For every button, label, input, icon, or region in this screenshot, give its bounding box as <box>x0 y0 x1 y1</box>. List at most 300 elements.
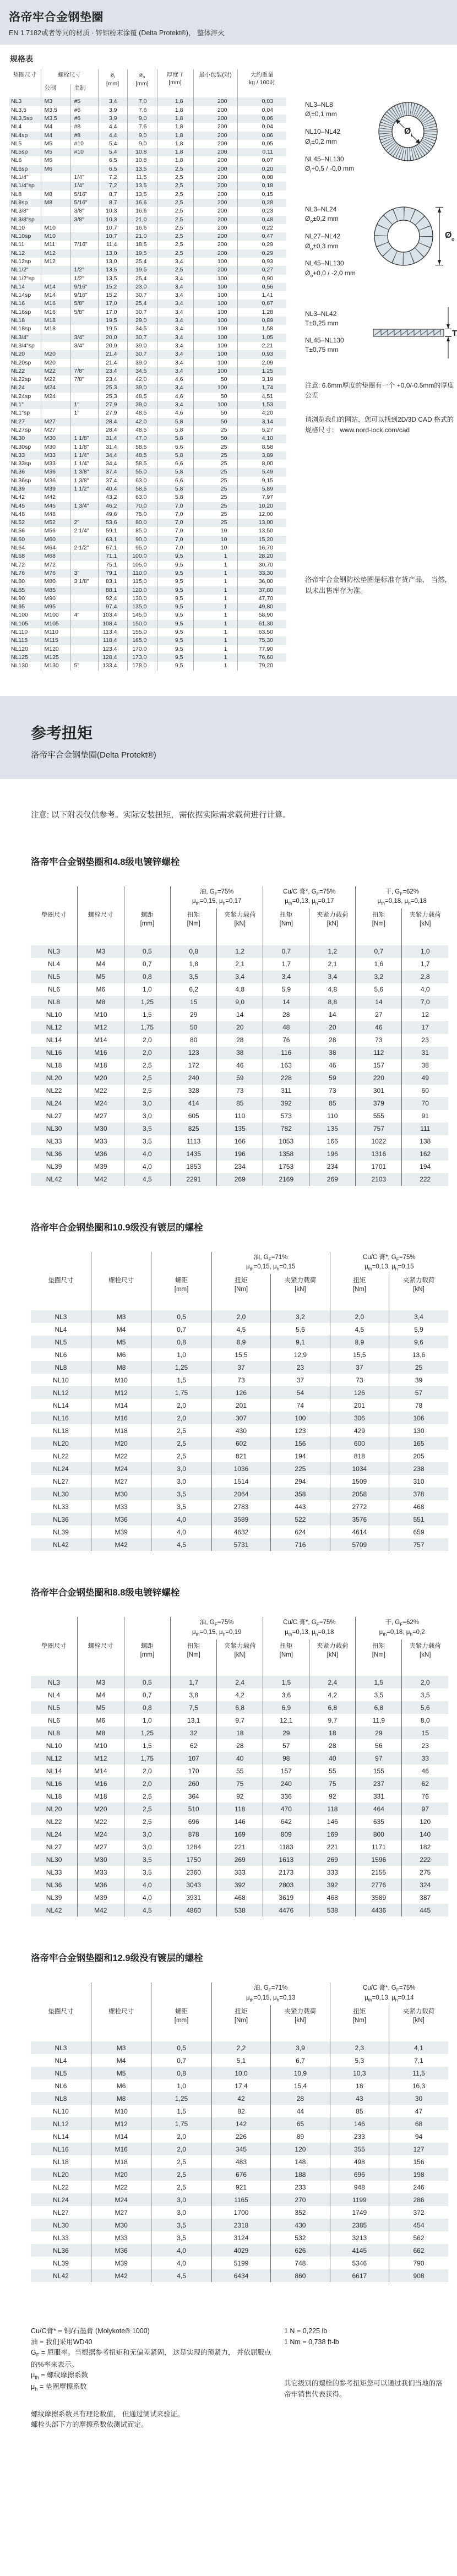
spec-cell: NL33sp <box>11 460 31 467</box>
spec-cell: 145,0 <box>127 611 157 619</box>
spec-cell: 1 <box>193 636 237 645</box>
torque-cell: 127 <box>389 2143 448 2155</box>
spec-row <box>9 519 286 527</box>
spec-cell: 1 <box>193 645 237 653</box>
spec-cell: 1,8 <box>157 156 193 165</box>
spec-cell: 9,5 <box>157 628 193 636</box>
torque-cell: 97 <box>356 1752 402 1764</box>
spec-cell: #5 <box>70 97 98 106</box>
spec-cell: NL1/2" <box>11 266 29 274</box>
spacer <box>31 2394 278 2409</box>
torque-cell: 4632 <box>211 1526 270 1538</box>
torque-row <box>31 996 448 1009</box>
spec-row <box>9 653 286 662</box>
torque-cell: M27 <box>91 2206 151 2219</box>
spec-cell: 42,0 <box>127 418 157 426</box>
torque-cell: 29 <box>171 1009 217 1021</box>
tolerance-value: $Ø_o+0,0 / -2,0$ mm <box>305 269 356 279</box>
torque-cell: 2772 <box>330 1500 389 1513</box>
spec-cell: NL42 <box>11 494 25 501</box>
spec-cell: 1" <box>70 401 98 409</box>
torque-cell: 18 <box>309 1727 356 1739</box>
spec-cell: NL3 <box>11 98 22 105</box>
spec-cell <box>41 342 70 350</box>
torque-cell: 37 <box>271 1374 330 1386</box>
empty-header <box>78 1617 124 1640</box>
torque-cell: NL4 <box>55 2056 67 2065</box>
spec-cell: 10 <box>193 544 237 552</box>
torque-cell: 2,3 <box>330 2041 389 2054</box>
torque-table-title: 洛帝牢合金钢垫圈和8.8级电镀锌螺栓 <box>31 1588 180 1598</box>
spec-cell: 0,07 <box>237 156 286 165</box>
spec-row <box>9 291 286 299</box>
spec-row <box>9 207 286 215</box>
torque-row <box>31 1097 448 1110</box>
spec-cell: 8,00 <box>237 460 286 468</box>
torque-row <box>31 1399 448 1412</box>
torque-cell: 1,5 <box>356 1676 402 1689</box>
torque-cell: M27 <box>78 1110 124 1123</box>
spec-cell: NL3,5sp <box>11 115 33 122</box>
torque-cell: 23 <box>271 1361 330 1374</box>
torque-cell: 11,9 <box>356 1714 402 1727</box>
spec-cell: M8 <box>41 199 70 207</box>
stock-note: 洛帝牢合金钢防松垫圈是标准存货产品， 当然， 以未出售库存为准。 <box>305 575 451 595</box>
inner-diameter-subscript: i <box>411 132 412 138</box>
spec-cell: 1 1/4" <box>70 460 98 468</box>
spec-row <box>9 434 286 443</box>
spec-row <box>9 165 286 173</box>
torque-cell: NL33 <box>46 1868 62 1876</box>
torque-cell: 46 <box>217 1059 263 1072</box>
torque-cell: 605 <box>171 1110 217 1123</box>
torque-cell: 1034 <box>330 1462 389 1475</box>
spec-cell: NL5 <box>11 140 22 147</box>
spec-cell: 2,5 <box>157 241 193 249</box>
torque-cell: 602 <box>211 1437 270 1450</box>
spec-cell: 29,0 <box>127 317 157 325</box>
spec-cell: M33 <box>41 451 70 460</box>
spec-cell: 200 <box>193 249 237 258</box>
spec-row <box>9 97 286 106</box>
torque-cell: 18 <box>330 2079 389 2092</box>
spec-cell: 100 <box>193 283 237 291</box>
spec-cell: 1 <box>193 552 237 560</box>
torque-group-header: 油, $G_F=75\%$ $\mu_{th}=0,15$, $\mu_h=0,17$ <box>171 886 263 909</box>
torque-cell: NL4 <box>48 960 61 968</box>
torque-row <box>31 1148 448 1161</box>
torque-cell: 1596 <box>356 1853 402 1866</box>
torque-cell: 2,4 <box>217 1676 263 1689</box>
torque-cell: 3,0 <box>124 1097 171 1110</box>
spec-cell: 3,4 <box>157 401 193 409</box>
washer-profile-icon <box>372 305 457 360</box>
spec-cell: NL36 <box>11 469 25 476</box>
torque-cell: 445 <box>402 1904 448 1916</box>
torque-col-header: 垫圈尺寸 <box>41 1643 67 1650</box>
torque-cell: M22 <box>78 1815 124 1828</box>
spec-cell: 19,5 <box>127 266 157 274</box>
torque-row <box>31 1462 448 1475</box>
torque-cell: NL12 <box>46 1754 62 1762</box>
torque-row <box>31 1412 448 1424</box>
torque-cell: NL16 <box>53 1414 69 1422</box>
torque-cell: 6,7 <box>271 2054 330 2067</box>
spec-row <box>9 426 286 434</box>
spec-cell: 120,0 <box>127 586 157 595</box>
torque-cell: 74 <box>271 1399 330 1412</box>
spec-cell: 9,5 <box>157 636 193 645</box>
footer-line: $G_F$ = 屈服率。当根据参考扭矩和无偏差紧固， 这是实现的预紧力， 并依屈服点的%率来表示。 <box>31 2349 271 2368</box>
torque-cell: 1113 <box>171 1135 217 1148</box>
torque-cell: 0,7 <box>263 945 309 958</box>
spec-cell: 48,5 <box>127 393 157 401</box>
torque-cell: 8,0 <box>402 1714 448 1727</box>
spec-cell: 10,3 <box>98 207 127 215</box>
spec-cell: 47,70 <box>237 595 286 603</box>
tolerance-range: NL45–NL130 <box>305 336 344 344</box>
torque-cell: 635 <box>356 1815 402 1828</box>
spec-cell: NL36sp <box>11 477 31 484</box>
spec-cell: 7,6 <box>127 123 157 131</box>
torque-cell: 2803 <box>263 1878 309 1891</box>
torque-cell: 551 <box>389 1513 448 1526</box>
spec-cell: 200 <box>193 224 237 232</box>
torque-cell: 3,0 <box>124 1840 171 1853</box>
torque-cell: 2058 <box>330 1488 389 1500</box>
torque-cell: 468 <box>389 1500 448 1513</box>
spec-cell: 3/8" <box>70 207 98 215</box>
torque-cell: 135 <box>309 1123 356 1135</box>
spec-cell: 3,4 <box>157 325 193 333</box>
spec-cell: 19,5 <box>127 249 157 258</box>
spec-cell: 1,8 <box>157 97 193 106</box>
spec-cell: 0,06 <box>237 115 286 123</box>
spec-cell <box>41 173 70 182</box>
spec-cell: 5,8 <box>157 426 193 434</box>
torque-cell: 196 <box>217 1148 263 1161</box>
spec-cell: 7,0 <box>157 527 193 535</box>
spec-cell: 4,4 <box>98 132 127 140</box>
spec-row <box>9 628 286 636</box>
spec-cell: #6 <box>70 106 98 115</box>
spec-cell: 18,5 <box>127 241 157 249</box>
torque-cell: 1,0 <box>402 945 448 958</box>
outer-diameter-symbol: Ø <box>445 230 452 240</box>
spec-cell: 1 3/4" <box>70 502 98 510</box>
spec-cell: M14 <box>41 291 70 299</box>
torque-row <box>31 1488 448 1500</box>
torque-row <box>31 1009 448 1021</box>
spec-cell: 200 <box>193 165 237 173</box>
footer-line: 螺栓头部下方的摩擦系数依测试而定。 <box>31 2421 148 2429</box>
spec-cell: 9,5 <box>157 586 193 595</box>
torque-cell: 2,5 <box>151 1450 211 1462</box>
torque-cell: 14 <box>217 1009 263 1021</box>
spec-cell: 50 <box>193 409 237 417</box>
spec-cell: 17,0 <box>98 308 127 317</box>
torque-cell: 3931 <box>171 1891 217 1904</box>
torque-cell: 310 <box>389 1475 448 1488</box>
spec-cell: 5,4 <box>98 148 127 156</box>
spec-cell: M64 <box>41 544 70 552</box>
tolerance-range: NL3–NL8 <box>305 101 333 108</box>
torque-cell: 39 <box>389 1374 448 1386</box>
torque-cell: 13,1 <box>171 1714 217 1727</box>
torque-cell: 3,5 <box>124 1866 171 1878</box>
torque-cell: 3,0 <box>151 2193 211 2206</box>
tolerance-value: $Ø_o\pm 0,3$ mm <box>305 242 339 251</box>
col-header-us: 美制 <box>70 84 98 97</box>
spec-cell: 34,5 <box>127 325 157 333</box>
spec-cell <box>70 603 98 611</box>
tolerance-item <box>305 309 372 329</box>
torque-cell: 1165 <box>211 2193 270 2206</box>
spec-cell: 2,5 <box>157 199 193 207</box>
spec-cell: 135,0 <box>127 603 157 611</box>
torque-row <box>31 2206 448 2219</box>
spec-cell: M3 <box>41 97 70 106</box>
torque-col-header: 垫圈尺寸 <box>48 2008 74 2016</box>
col-header-thickness: 厚度 T [mm] <box>157 69 193 97</box>
spec-cell: M95 <box>41 603 70 611</box>
spec-cell: 9,5 <box>157 569 193 578</box>
torque-cell: NL24 <box>46 1830 62 1838</box>
spec-cell: 37,4 <box>98 468 127 476</box>
torque-cell: NL20 <box>46 1074 62 1082</box>
spec-cell: 2,5 <box>157 232 193 241</box>
torque-col-header: 垫圈尺寸 <box>48 1277 74 1284</box>
torque-row <box>31 2117 448 2130</box>
torque-row <box>31 2155 448 2168</box>
spec-cell: 3,4 <box>157 350 193 358</box>
torque-cell: 130 <box>389 1424 448 1437</box>
spec-cell: 19,5 <box>98 317 127 325</box>
spec-cell: 170,0 <box>127 645 157 653</box>
torque-cell: M20 <box>78 1802 124 1815</box>
torque-cell: 464 <box>356 1802 402 1815</box>
torque-cell: 352 <box>271 2206 330 2219</box>
spec-cell: 113,4 <box>98 628 127 636</box>
spec-cell <box>70 384 98 392</box>
spec-cell: 10,8 <box>127 156 157 165</box>
tolerance-item <box>305 155 372 175</box>
spec-cell: M22 <box>41 367 70 375</box>
torque-cell: 116 <box>263 1047 309 1059</box>
torque-cell: 43 <box>330 2092 389 2105</box>
spec-cell: 7,0 <box>157 510 193 519</box>
torque-cell: NL6 <box>48 985 61 993</box>
torque-cell: M18 <box>91 1424 151 1437</box>
torque-cell: 4614 <box>330 1526 389 1538</box>
torque-cell: 55 <box>309 1764 356 1777</box>
torque-cell: M20 <box>78 1072 124 1085</box>
spec-cell: 200 <box>193 199 237 207</box>
torque-cell: NL4 <box>48 1691 61 1699</box>
spec-cell: 1,8 <box>157 148 193 156</box>
spec-cell: 8,7 <box>98 199 127 207</box>
spec-cell: 5,8 <box>157 434 193 443</box>
torque-cell: 85 <box>217 1097 263 1110</box>
torque-cell: M20 <box>91 2168 151 2181</box>
torque-cell: 110 <box>217 1110 263 1123</box>
torque-cell: 17,4 <box>211 2079 270 2092</box>
spec-cell: 1 <box>193 578 237 586</box>
torque-cell: 6,8 <box>356 1701 402 1714</box>
torque-cell: M24 <box>78 1097 124 1110</box>
torque-col-header: 扭矩 [Nm] <box>211 2005 270 2041</box>
torque-cell: 11,5 <box>389 2067 448 2079</box>
torque-cell: 57 <box>263 1739 309 1752</box>
torque-cell: 4860 <box>171 1904 217 1916</box>
torque-cell: 54 <box>271 1386 330 1399</box>
spec-cell: NL12sp <box>11 258 31 265</box>
spec-cell: 27,9 <box>98 401 127 409</box>
torque-cell: 228 <box>263 1072 309 1085</box>
torque-cell: 269 <box>217 1173 263 1186</box>
col-header-inner-diameter: $ø_i$ [mm] <box>98 69 127 97</box>
spec-cell: 3,4 <box>157 342 193 350</box>
spec-row <box>9 645 286 653</box>
torque-cell: 468 <box>309 1891 356 1904</box>
torque-cell: 1,75 <box>124 1752 171 1764</box>
torque-cell: 29 <box>263 1727 309 1739</box>
torque-cell: 2,0 <box>151 2130 211 2143</box>
spec-cell: 75,30 <box>237 636 286 645</box>
spec-cell: 71,1 <box>98 552 127 560</box>
spec-row <box>9 299 286 308</box>
torque-cell: 6,8 <box>309 1701 356 1714</box>
torque-cell: 4,0 <box>124 1148 171 1161</box>
spec-cell: 28,4 <box>98 426 127 434</box>
torque-cell: 4,5 <box>124 1904 171 1916</box>
torque-row <box>31 1386 448 1399</box>
torque-cell: 118 <box>309 1802 356 1815</box>
spec-cell: NL33 <box>11 451 25 459</box>
spec-cell <box>70 350 98 358</box>
torque-cell: 226 <box>211 2130 270 2143</box>
torque-cell: 198 <box>389 2168 448 2181</box>
torque-cell: 1,25 <box>151 2092 211 2105</box>
spec-cell: NL56 <box>11 527 25 535</box>
spec-cell: NL22sp <box>11 376 31 383</box>
torque-cell: 4,5 <box>151 1538 211 1551</box>
torque-cell: 56 <box>356 1739 402 1752</box>
spec-cell: 5/16" <box>70 190 98 199</box>
spec-cell: 6,6 <box>157 477 193 485</box>
torque-row <box>31 1764 448 1777</box>
torque-cell: 60 <box>402 1085 448 1097</box>
spec-cell: 33,30 <box>237 569 286 578</box>
spec-cell: NL18sp <box>11 325 31 333</box>
empty-header <box>31 886 78 909</box>
spec-cell: M39 <box>41 485 70 493</box>
torque-cell: 3589 <box>356 1891 402 1904</box>
torque-cell: 240 <box>171 1072 217 1085</box>
torque-cell: 146 <box>217 1815 263 1828</box>
torque-cell: 1613 <box>263 1853 309 1866</box>
torque-row <box>31 945 448 958</box>
spec-cell: M52 <box>41 519 70 527</box>
torque-cell: 9,1 <box>271 1336 330 1348</box>
spec-cell: NL5sp <box>11 149 28 156</box>
spec-cell: 16,6 <box>127 199 157 207</box>
spec-cell: 2 1/4" <box>70 527 98 535</box>
spec-cell: 100 <box>193 325 237 333</box>
torque-col-header: 扭矩 [Nm] <box>263 1640 309 1676</box>
torque-cell: 1316 <box>356 1148 402 1161</box>
torque-cell: 3,4 <box>389 1310 448 1323</box>
spec-cell: 25,4 <box>127 299 157 308</box>
torque-cell: 355 <box>330 2143 389 2155</box>
spec-cell: M18 <box>41 325 70 333</box>
spec-cell: 9,5 <box>157 620 193 628</box>
torque-cell: 2,0 <box>151 1412 211 1424</box>
thickness-symbol: T <box>452 328 457 338</box>
spec-cell: 77,90 <box>237 645 286 653</box>
torque-cell: 358 <box>271 1488 330 1500</box>
torque-cell: M6 <box>91 1348 151 1361</box>
spec-cell <box>41 266 70 274</box>
torque-cell: NL14 <box>46 1767 62 1775</box>
spec-cell: 31,4 <box>98 434 127 443</box>
torque-row <box>31 1450 448 1462</box>
spec-cell: M20 <box>41 359 70 367</box>
col-header-metric: 公制 <box>41 84 70 97</box>
spec-cell: 63,0 <box>127 493 157 502</box>
torque-cell: 32 <box>171 1727 217 1739</box>
torque-cell: M10 <box>91 2105 151 2117</box>
torque-cell: 392 <box>309 1878 356 1891</box>
spec-cell: #10 <box>70 148 98 156</box>
spec-cell: 13,5 <box>127 165 157 173</box>
spec-cell: 97,4 <box>98 603 127 611</box>
torque-row <box>31 958 448 971</box>
torque-cell: 37 <box>330 1361 389 1374</box>
spec-cell: 23,4 <box>98 367 127 375</box>
spec-row <box>9 578 286 586</box>
torque-cell: 4145 <box>330 2244 389 2257</box>
torque-cell: 28 <box>217 1034 263 1047</box>
torque-row <box>31 1878 448 1891</box>
torque-cell: NL14 <box>53 2132 69 2141</box>
spec-cell: 11,4 <box>98 241 127 249</box>
spec-cell: 8,58 <box>237 443 286 451</box>
spec-cell: 1 <box>193 653 237 662</box>
footer-line: 1 Nm = 0,738 ft-lb <box>284 2338 339 2346</box>
spec-cell: NL16sp <box>11 308 31 315</box>
torque-col-header: 扭矩 [Nm] <box>211 1274 270 1310</box>
spec-cell: 25 <box>193 485 237 493</box>
tolerance-value: $Ø_i\pm 0,1$ mm <box>305 110 337 119</box>
torque-cell: 3,5 <box>151 2231 211 2244</box>
spec-row <box>9 182 286 190</box>
spec-row <box>9 418 286 426</box>
spec-cell: 0,03 <box>237 97 286 106</box>
torque-cell: 140 <box>402 1828 448 1840</box>
tolerance-value: $Ø_i\pm 0,2$ mm <box>305 137 337 147</box>
spec-cell: 1,8 <box>157 140 193 148</box>
torque-cell: 5,3 <box>330 2054 389 2067</box>
torque-row <box>31 1021 448 1034</box>
spec-cell: 100,0 <box>127 552 157 560</box>
spec-cell: 3,14 <box>237 418 286 426</box>
other-grades-note <box>284 2378 448 2400</box>
torque-cell: 4,0 <box>151 1526 211 1538</box>
torque-col-header: 螺距 [mm] <box>151 1274 211 1310</box>
spec-cell: NL52 <box>11 519 25 526</box>
spec-cell: 6,5 <box>98 156 127 165</box>
